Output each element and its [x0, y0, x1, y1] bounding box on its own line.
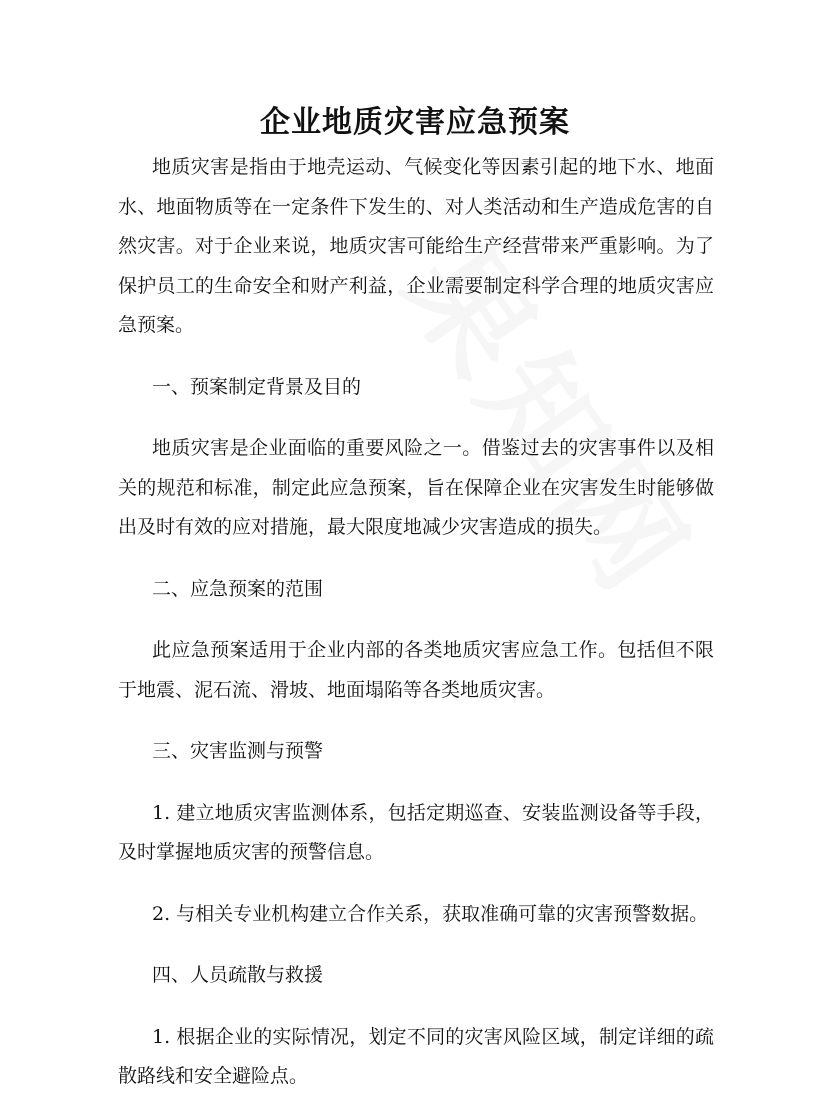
scope-paragraph: 此应急预案适用于企业内部的各类地质灾害应急工作。包括但不限于地震、泥石流、滑坡、地面塌陷等各类地质灾害。: [118, 639, 714, 701]
monitoring-item-1: 1. 建立地质灾害监测体系，包括定期巡查、安装监测设备等手段，及时掌握地质灾害的预警信息。: [118, 801, 714, 863]
section-heading-evacuation: 四、人员疏散与救援: [152, 964, 324, 986]
document-body: [118, 148, 714, 1097]
monitoring-item-2: 2. 与相关专业机构建立合作关系，获取准确可靠的灾害预警数据。: [152, 902, 709, 925]
evacuation-item-1: 1. 根据企业的实际情况，划定不同的灾害风险区域，制定详细的疏散路线和安全避险点。: [118, 1025, 714, 1087]
section-heading-scope: 二、应急预案的范围: [152, 577, 324, 600]
intro-paragraph: 地质灾害是指由于地壳运动、气候变化等因素引起的地下水、地面水、地面物质等在一定条件下发生的、对人类活动和生产造成危害的自然灾害。对于企业来说，地质灾害可能给生产经营带来严重影响。为了保护员工的生命安全和财产利益，企业需要制定科学合理的地质灾害应急预案。: [118, 156, 714, 336]
section-heading-monitoring: 三、灾害监测与预警: [152, 740, 324, 762]
background-paragraph: 地质灾害是企业面临的重要风险之一。借鉴过去的灾害事件以及相关的规范和标准，制定此应急预案，旨在保障企业在灾害发生时能够做出及时有效的应对措施，最大限度地减少灾害造成的损失。: [118, 437, 714, 538]
page-title: 企业地质灾害应急预案: [260, 105, 570, 140]
section-heading-background: 一、预案制定背景及目的: [152, 375, 362, 398]
